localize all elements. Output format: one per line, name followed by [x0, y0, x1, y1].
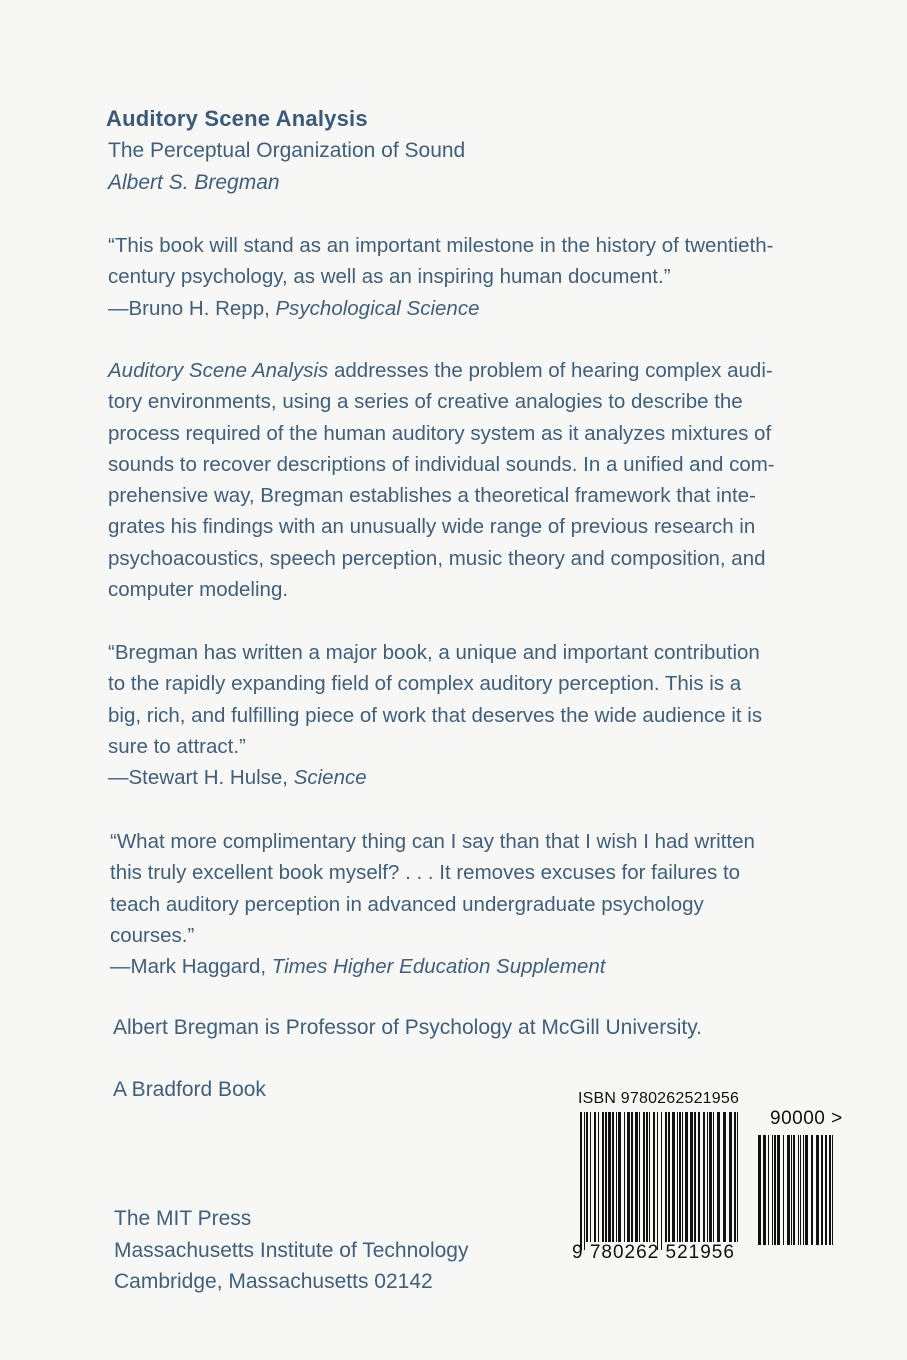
barcode-bar: [657, 1112, 658, 1250]
barcode-bar: [787, 1135, 790, 1245]
quote-line: “Bregman has written a major book, a unique and important contribution: [108, 641, 760, 664]
description-book-title: Auditory Scene Analysis: [108, 359, 329, 382]
barcode-bar: [798, 1135, 799, 1245]
barcode-bar: [829, 1135, 831, 1245]
barcode-digits: 9 780262 521956: [572, 1242, 735, 1263]
barcode-bar: [783, 1135, 784, 1245]
attribution-source: Psychological Science: [275, 296, 480, 320]
barcode-bar: [580, 1112, 582, 1250]
barcode-bar: [690, 1112, 693, 1242]
barcode-bar: [679, 1112, 681, 1242]
barcode-bar: [816, 1135, 819, 1245]
description-line: grates his findings with an unusually wide range of previous research in: [108, 515, 756, 539]
barcode-bar: [723, 1112, 726, 1242]
barcode-bar: [768, 1135, 769, 1245]
description-line: psychoacoustics, speech perception, music theory and composition, and: [108, 546, 766, 570]
attribution-name: —Stewart H. Hulse,: [108, 766, 294, 790]
barcode-bar: [717, 1112, 720, 1242]
book-author: Albert S. Bregman: [108, 171, 280, 194]
barcode-bar: [631, 1112, 633, 1242]
description-line: [108, 355, 788, 386]
quote-hulse: [108, 637, 788, 793]
description-line: computer modeling.: [108, 578, 289, 602]
barcode-bar: [608, 1112, 611, 1242]
attribution-source: Science: [293, 766, 367, 790]
barcode-bar: [803, 1135, 804, 1245]
isbn-label: ISBN 9780262521956: [578, 1090, 740, 1107]
quote-line: century psychology, as well as an inspiring human document.”: [108, 265, 671, 289]
barcode-bar: [668, 1112, 670, 1242]
quote-line: “What more complimentary thing can I say than that I wish I had written: [110, 830, 755, 853]
book-subtitle: The Perceptual Organization of Sound: [108, 139, 466, 162]
description-line: prehensive way, Bregman establishes a theoretical framework that inte-: [108, 484, 756, 508]
barcode-bar: [821, 1135, 823, 1245]
barcode-bar: [594, 1112, 596, 1242]
barcode-bar: [811, 1135, 813, 1245]
description-line: process required of the human auditory system as it analyzes mixtures of: [108, 421, 772, 445]
barcode-bar: [825, 1135, 827, 1245]
barcode-bar: [665, 1112, 667, 1242]
barcode-bar: [672, 1112, 675, 1242]
publisher-institution: Massachusetts Institute of Technology: [114, 1238, 469, 1262]
barcode-bar: [734, 1112, 736, 1242]
barcode-bar: [646, 1112, 648, 1242]
quote-line: big, rich, and fulfilling piece of work that deserves the wide audience it is: [108, 703, 763, 727]
barcode-bar: [635, 1112, 638, 1242]
publisher-info: [114, 1203, 468, 1298]
publisher-name: The MIT Press: [114, 1207, 252, 1230]
barcode-bar: [584, 1112, 585, 1250]
barcode-bar: [586, 1112, 588, 1242]
barcode-bar: [772, 1135, 773, 1245]
barcode-bar: [707, 1112, 708, 1242]
attribution-source: Times Higher Education Supplement: [271, 955, 606, 979]
attribution-name: —Mark Haggard,: [110, 955, 272, 979]
barcode-bar: [612, 1112, 614, 1242]
quote-line: sure to attract.”: [108, 734, 246, 758]
barcode-bar: [832, 1135, 833, 1245]
imprint: A Bradford Book: [113, 1078, 266, 1101]
quote-attribution: [108, 293, 788, 324]
barcode-bar: [805, 1135, 808, 1245]
book-title: Auditory Scene Analysis: [106, 106, 368, 131]
author-bio: Albert Bregman is Professor of Psychology at McGill University.: [113, 1016, 702, 1039]
barcode-bar: [698, 1112, 700, 1242]
quote-attribution: [108, 762, 788, 793]
quote-attribution: [110, 951, 790, 982]
barcode-bar: [649, 1112, 650, 1242]
barcode-bar: [713, 1112, 714, 1242]
quote-line: to the rapidly expanding field of complex auditory perception. This is a: [108, 672, 742, 696]
description-line: sounds to recover descriptions of individual sounds. In a unified and com-: [108, 452, 775, 476]
barcode-bar: [737, 1112, 738, 1242]
barcode-bar: [703, 1112, 705, 1242]
barcode-bar: [685, 1112, 688, 1242]
barcode-bar: [800, 1135, 801, 1245]
description-line: tory environments, using a series of creative analogies to describe the: [108, 390, 743, 414]
barcode-bar: [653, 1112, 655, 1242]
barcode-bar: [616, 1112, 617, 1242]
barcode-bar: [643, 1112, 645, 1242]
quote-line: courses.”: [110, 923, 195, 947]
barcode-bar: [677, 1112, 678, 1242]
barcode-bar: [763, 1135, 766, 1245]
quote-line: “This book will stand as an important milestone in the history of twentieth-: [108, 234, 774, 257]
barcode-bar: [682, 1112, 683, 1242]
barcode-main-bars: [580, 1112, 738, 1250]
quote-haggard: [110, 826, 790, 982]
barcode-bar: [590, 1112, 591, 1242]
isbn-barcode: [572, 1090, 862, 1270]
barcode-bar: [791, 1135, 792, 1245]
barcode-bar: [729, 1112, 732, 1242]
barcode-addon-price: 90000 >: [770, 1108, 843, 1129]
barcode-bar: [777, 1135, 780, 1245]
description-text: addresses the problem of hearing complex audi-: [328, 359, 773, 382]
quote-line: teach auditory perception in advanced undergraduate psychology: [110, 892, 704, 916]
barcode-bar: [627, 1112, 630, 1242]
barcode-bar: [694, 1112, 696, 1242]
barcode-bar: [605, 1112, 607, 1242]
barcode-bar: [793, 1135, 795, 1245]
barcode-bar: [598, 1112, 599, 1242]
barcode-bar: [661, 1112, 662, 1250]
barcode-bar: [774, 1135, 776, 1245]
barcode-bar: [624, 1112, 625, 1242]
barcode-addon-bars: [758, 1135, 833, 1245]
barcode-bar: [602, 1112, 604, 1242]
attribution-name: —Bruno H. Repp,: [108, 296, 276, 320]
barcode-bar: [709, 1112, 712, 1242]
quote-repp: [108, 230, 788, 324]
description: [108, 355, 788, 605]
barcode-bar: [639, 1112, 640, 1242]
barcode-bar: [618, 1112, 621, 1242]
quote-line: this truly excellent book myself? . . . It removes excuses for failures to: [110, 861, 741, 885]
publisher-address: Cambridge, Massachusetts 02142: [114, 1270, 433, 1293]
barcode-bar: [758, 1135, 761, 1245]
